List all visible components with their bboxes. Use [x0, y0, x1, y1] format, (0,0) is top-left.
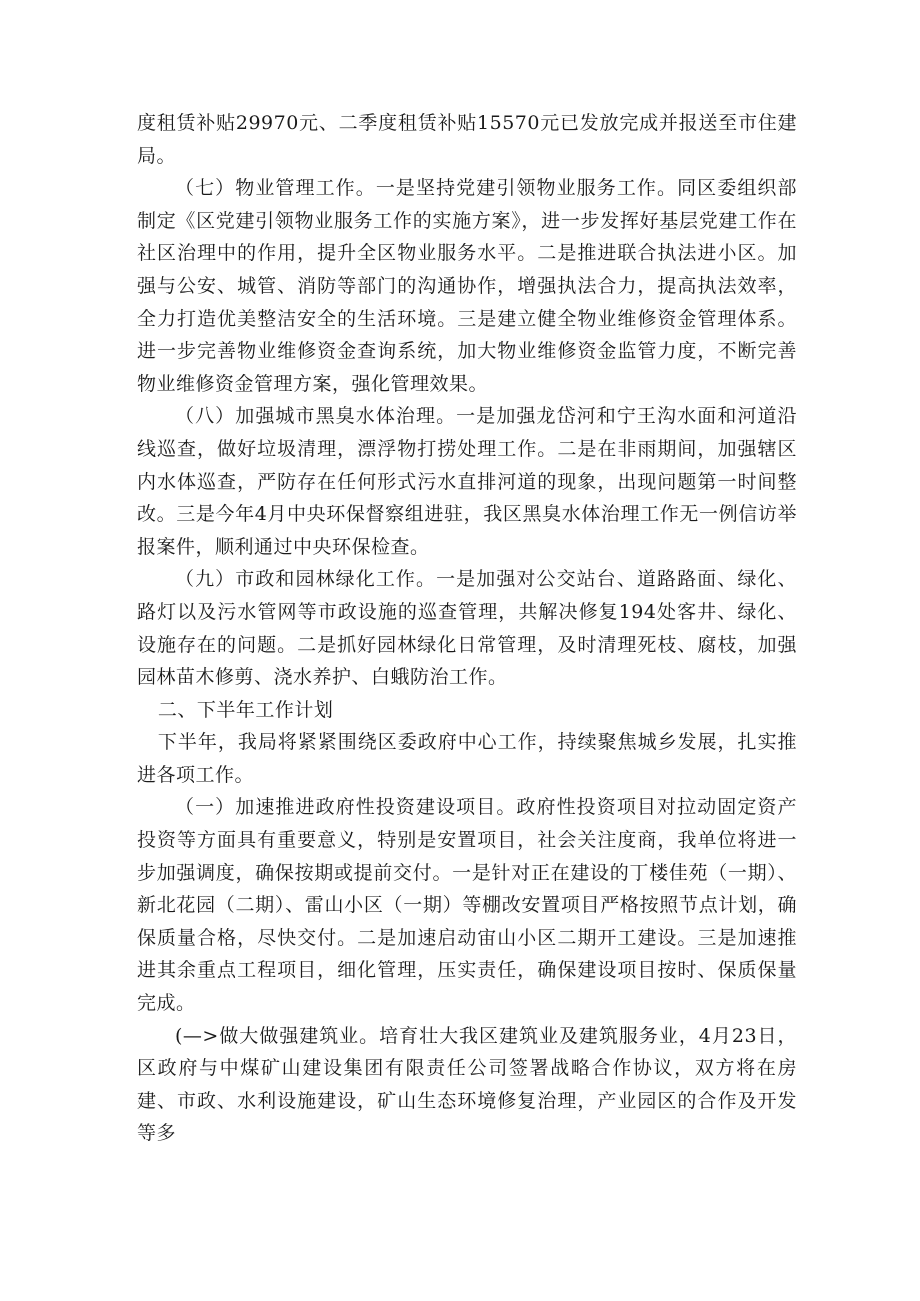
document-body	[137, 107, 797, 1150]
paragraph-rental-subsidy: 度租赁补贴29970元、二季度租赁补贴15570元已发放完成并报送至市住建局。	[137, 112, 797, 167]
paragraph-investment-projects: （一）加速推进政府性投资建设项目。政府性投资项目对拉动固定资产投资等方面具有重要意义，特别是安置项目，社会关注度商，我单位将进一步加强调度，确保按期或提前交付。一是针对正在建设的丁楼佳苑（一期）、新北花园（二期）、雷山小区（一期）等棚改安置项目严格按照节点计划，确保质量合格，尽快交付。二是加速启动宙山小区二期开工建设。三是加速推进其余重点工程项目，细化管理，压实责任，确保建设项目按时、保质保量完成。	[137, 796, 797, 1015]
paragraph-plan-intro: 下半年，我局将紧紧围绕区委政府中心工作，持续聚焦城乡发展，扎实推进各项工作。	[137, 731, 797, 786]
paragraph-black-odorous-water: （八）加强城市黑臭水体治理。一是加强龙岱河和宁王沟水面和河道沿线巡查，做好垃圾清理，漂浮物打捞处理工作。二是在非雨期间，加强辖区内水体巡查，严防存在任何形式污水直排河道的现象，出现问题第一时间整改。三是今年4月中央环保督察组进驻，我区黑臭水体治理工作无一例信访举报案件，顺利通过中央环保检查。	[137, 405, 797, 558]
paragraph-construction-industry: (—>做大做强建筑业。培育壮大我区建筑业及建筑服务业，4月23日，区政府与中煤矿山建设集团有限责任公司签署战略合作协议，双方将在房建、市政、水利设施建设，矿山生态环境修复治理，产业园区的合作及开发等多	[137, 1024, 797, 1145]
section-heading-work-plan: 二、下半年工作计划	[157, 698, 334, 721]
paragraph-property-management: （七）物业管理工作。一是坚持党建引领物业服务工作。同区委组织部制定《区党建引领物业服务工作的实施方案》，进一步发挥好基层党建工作在社区治理中的作用，提升全区物业服务水平。二是推进联合执法进小区。加强与公安、城管、消防等部门的沟通协作，增强执法合力，提高执法效率，全力打造优美整洁安全的生活环境。三是建立健全物业维修资金管理体系。进一步完善物业维修资金查询系统，加大物业维修资金监管力度，不断完善物业维修资金管理方案，强化管理效果。	[137, 177, 797, 395]
paragraph-municipal-greening: （九）市政和园林绿化工作。一是加强对公交站台、道路路面、绿化、路灯以及污水管网等市政设施的巡查管理，共解决修复194处客井、绿化、设施存在的问题。二是抓好园林绿化日常管理，及时清理死枝、腐枝，加强园林苗木修剪、浇水养护、白蛾防治工作。	[137, 568, 797, 689]
